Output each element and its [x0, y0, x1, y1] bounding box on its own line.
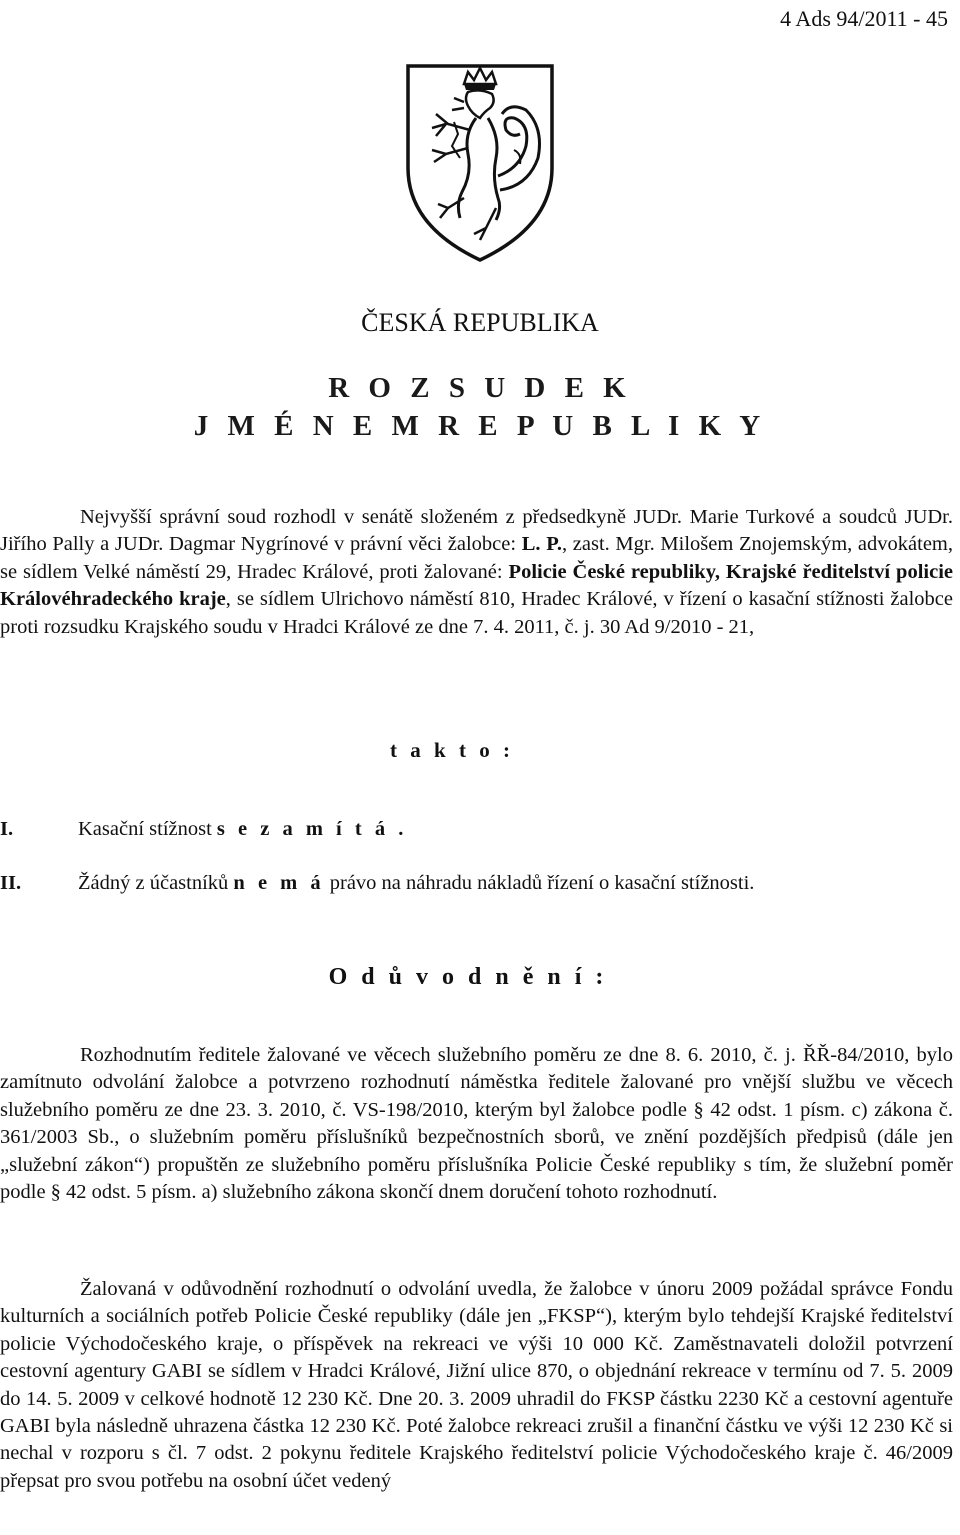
country-heading: ČESKÁ REPUBLIKA	[361, 308, 599, 337]
verdict-text: Kasační stížnost s e z a m í t á .	[78, 818, 408, 840]
verdict-number: I.	[0, 818, 14, 840]
case-reference: 4 Ads 94/2011 - 45	[780, 6, 948, 31]
intro-text-3: , se sídlem Ulrichovo náměstí 810, Hradec Králové, v řízení o kasační stížnosti žalobce proti rozsudku Krajského soudu v Hradci Králové ze dne 7. 4. 2011, č. j. 30 Ad 9/2010 - 21,	[0, 588, 954, 638]
intro-text-2: , zast. Mgr. Milošem Znojemským, advokátem, se sídlem Velké náměstí 29, Hradec Králové, proti žalované:	[0, 533, 953, 583]
verdict-spaced-text: n e m á	[233, 872, 325, 894]
verdict-text: Žádný z účastníků n e m á právo na náhradu nákladů řízení o kasační stížnosti.	[78, 872, 755, 894]
intro-text-1: Nejvyšší správní soud rozhodl v senátě složeném z předsedkyně JUDr. Marie Turkové a soudců JUDr. Jiřího Pally a JUDr. Dagmar Nygrínové v právní věci žalobce:	[0, 506, 953, 556]
verdict-number: II.	[0, 872, 22, 894]
takto-heading: t a k t o :	[390, 738, 514, 762]
reasons-paragraph-1: Rozhodnutím ředitele žalované ve věcech služebního poměru ze dne 8. 6. 2010, č. j. ŘŘ-84/2010, bylo zamítnuto odvolání žalobce a potvrzeno rozhodnutí náměstka ředitele žalované pro vnější službu ve věcech služebního poměru ze dne 23. 3. 2010, č. VS-198/2010, kterým byl žalobce podle § 42 odst. 1 písm. c) zákona č. 361/2003 Sb., o služebním poměru příslušníků bezpečnostních sborů, ve znění pozdějších předpisů (dále jen „služební zákon“) propuštěn ze služebního poměru příslušníka Policie České republiky s tím, že služební poměr podle § 42 odst. 5 písm. a) služebního zákona skončí dnem doručení tohoto rozhodnutí.	[0, 1044, 953, 1204]
judgment-subtitle: J M É N E M R E P U B L I K Y	[193, 410, 767, 442]
defendant-name: Policie České republiky, Krajské ředitelství policie Královéhradeckého kraje	[0, 560, 953, 611]
reasons-heading: O d ů v o d n ě n í :	[328, 964, 608, 990]
judgment-title: R O Z S U D E K	[328, 372, 632, 404]
verdict-spaced-text: s e z a m í t á .	[216, 818, 408, 840]
czech-lion-coat-of-arms-icon	[402, 58, 558, 266]
intro-paragraph	[0, 504, 953, 641]
reasons-paragraph-2: Žalovaná v odůvodnění rozhodnutí o odvolání uvedla, že žalobce v únoru 2009 požádal správce Fondu kulturních a sociálních potřeb Policie České republiky (dále jen „FKSP“), kterým bylo tehdejší Krajské ředitelství policie Východočeského kraje, o příspěvek na rekreaci ve výši 10 000 Kč. Zaměstnavateli doložil potvrzení cestovní agentury GABI se sídlem v Hradci Králové, Jižní ulice 870, o objednání rekreace v termínu od 7. 5. 2009 do 14. 5. 2009 v celkové hodnotě 12 230 Kč. Dne 20. 3. 2009 uhradil do FKSP částku 2230 Kč a cestovní agentuře GABI byla následně uhrazena částka 12 230 Kč. Poté žalobce rekreaci zrušil a finanční částku ve výši 12 230 Kč si nechal v rozporu s čl. 7 odst. 2 pokynu ředitele Krajského ředitelství policie Východočeského kraje č. 46/2009 přepsat pro svou potřebu na osobní účet vedený	[0, 1278, 953, 1492]
plaintiff-name: L. P.	[521, 533, 562, 556]
